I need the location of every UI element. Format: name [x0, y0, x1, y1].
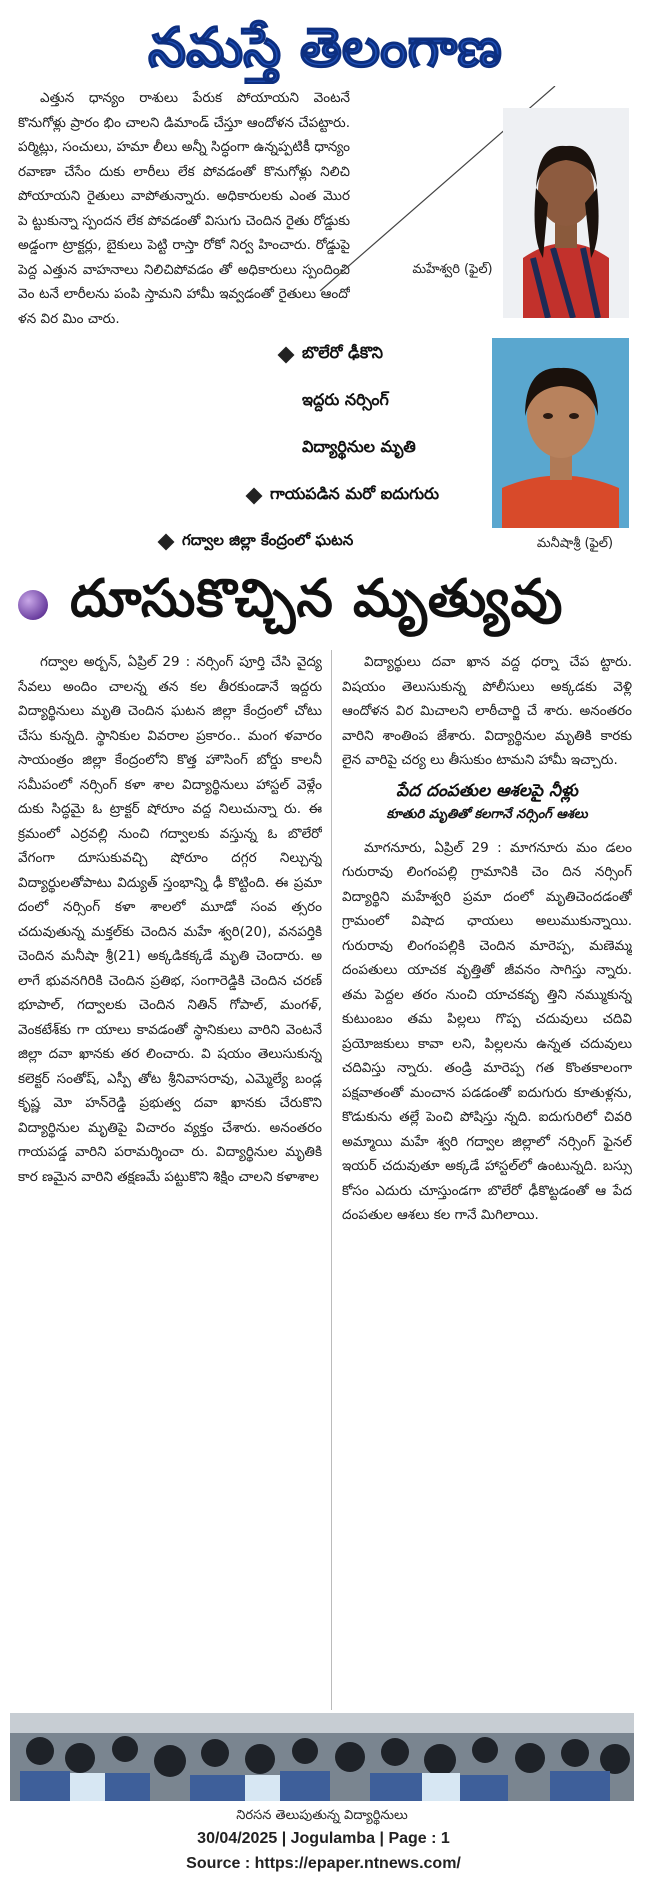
- photo-protest-caption: నిరసన తెలుపుతున్న విద్యార్థినులు: [236, 1808, 408, 1823]
- bullet-diamond-icon: [246, 487, 263, 504]
- purple-bullet-icon: [18, 590, 48, 620]
- subheadline: పేద దంపతుల ఆశలపై నీళ్లు: [396, 780, 578, 801]
- masthead-title: నమస్తే తెలంగాణ: [148, 16, 502, 79]
- photo-manishasri-caption: మనీషాశ్రీ (ఫైల్): [536, 536, 614, 551]
- bullet-item: బొలేరో ఢీకొని: [280, 343, 383, 366]
- photo-maheshwari-caption: మహేశ్వరి (ఫైల్): [412, 262, 493, 277]
- column-divider: [331, 650, 332, 1710]
- footer-source: Source : https://epaper.ntnews.com/: [186, 1855, 461, 1872]
- left-column: [18, 650, 322, 1710]
- footer-date-edition: 30/04/2025 | Jogulamba | Page : 1: [197, 1830, 450, 1847]
- main-headline: దూసుకొచ్చిన మృత్యువు: [18, 570, 633, 640]
- bullet-diamond-icon: [158, 534, 175, 551]
- bullet-item: గాయపడిన మరో ఐదుగురు: [248, 484, 439, 507]
- bullet-item: గద్వాల జిల్లా కేంద్రంలో ఘటన: [160, 531, 353, 553]
- bullet-item: ఇద్దరు నర్సింగ్: [302, 390, 389, 409]
- right-column-text: మాగనూరు, ఏప్రిల్ 29 : మాగనూరు మం డలం గురురావు లింగంపల్లి గ్రామానికి చెం దిన నర్సింగ్ విద్యార్థిని మహేశ్వరి ప్రమా దంలో మృతిచెందడంతో గ్రామంలో విషాద ఛాయలు అలుముకున్నాయి. గురురావు లింగంపల్లికి చెందిన మారెప్ప, మణెమ్మ దంపతులు యాచక వృత్తితో జీవనం సాగిస్తు న్నారు. తమ పెద్దల తరం నుంచి యాచకవృ త్తిని నమ్ముకున్న కుటుంబం తమ పిల్లలు గొప్ప చదువులు చదివి ప్రయోజకులు కావా లని, పిల్లలను ఉన్నత చదువులు చదివిస్తు న్నారు. తండ్రి మారెప్ప గత కొంతకాలంగా పక్షవాతంతో మంచాన పడడంతో ఐదుగురు కూతుళ్లను, కొడుకును తల్లే పెంచి పోషిస్తు న్నది. ఐదుగురిలో చివరి అమ్మాయి మహే శ్వరి గద్వాల జిల్లాలో నర్సింగ్ ఫైనల్ ఇయర్ చదువుతూ అక్కడే హాస్టల్‌లో ఉంటున్నది. బస్సు కోసం ఎదురు చూస్తుండగా బొలేరో ఢీకొట్టడంతో ఆ పేద దంపతుల ఆశలు కల గానే మిగిలాయి.: [342, 839, 632, 1223]
- right-column: [342, 650, 632, 1710]
- left-column-text: గద్వాల అర్బన్, ఏప్రిల్ 29 : నర్సింగ్ పూర్తి చేసి వైద్య సేవలు అందిం చాలన్న తన కల తీరకుండానే ఇద్దరు విద్యార్థినులు మృతి చెందిన ఘటన జిల్లా కేంద్రంలో చోటు చేసు కున్నది. స్థానికుల వివరాల ప్రకారం.. మంగ ళవారం సాయంత్రం జిల్లా కేంద్రంలోని కొత్త హౌసింగ్ బోర్డు కాలనీ సమీపంలో నర్సింగ్ కళా శాల విద్యార్థినులు హాస్టల్ వెళ్లేం దుకు సిద్ధమై ఓ ట్రాక్టర్ షోరూం వద్ద నిలుచున్నా రు. ఈ క్రమంలో ఎర్రవల్లి నుంచి గద్వాలకు వస్తున్న ఓ బొలేరో వేగంగా దూసుకువచ్చి షోరూం దగ్గర నిల్చున్న విద్యార్థులతోపాటు విద్యుత్ స్తంభాన్ని ఢీ కొట్టింది. ఈ ప్రమా దంలో నర్సింగ్ కళా శాలలో మూడో సంవ త్సరం చదువుతున్న మక్తల్‌కు చెందిన మహే శ్వరి(20), వనపర్తికి చెందిన మనీషా శ్రీ(21) అక్కడికక్కడే మృతి చెందారు. అ లాగే భువనగిరికి చెందిన ప్రతిభ, సంగారెడ్డికి చెందిన చరణ్ భూపాల్, గద్వాలకు చెందిన నితిన్ గోపాల్, మంగళ్, వెంకటేశ్‌కు గా యాలు కావడంతో స్థానికులు వారిని వెంటనే జిల్లా దవా ఖానకు తర లించారు. వి షయం తెలుసుకున్న కలెక్టర్ సంతోష్, ఎస్పీ తోట శ్రీనివాసరావు, ఎమ్మెల్యే బండ్ల కృష్ణ మో హన్‌రెడ్డి ప్రభుత్వ దవా ఖానకు చేరుకొని విద్యార్థినుల మృతిపై విచారం వ్యక్తం చేశారు. అనంతరం గాయపడ్డ వారిని పరామర్శించా రు. విద్యార్థినుల మృతికి కార ణమైన వారిని తక్షణమే పట్టుకొని శిక్షిం చాలని కళాశాల: [18, 654, 322, 1185]
- bullet-item: విద్యార్థినుల మృతి: [302, 437, 416, 456]
- photo-maheshwari: [503, 108, 629, 318]
- sub-subheadline: కూతురి మృతితో కలగానే నర్సింగ్ ఆశలు: [386, 807, 588, 822]
- newspaper-masthead: [125, 6, 525, 84]
- photo-protest: [10, 1713, 634, 1801]
- top-story-paragraph: ఎత్తున ధాన్యం రాశులు పేరుక పోయాయని వెంటనే కొనుగోళ్లు ప్రారం భిం చాలని డిమాండ్ చేస్తూ ఆందోళన చేపట్టారు. పర్మిట్లు, సంచులు, హమా లీలు అన్నీ సిద్ధంగా ఉన్నప్పటికీ ధాన్యం రవాణా చేసేం దుకు లారీలు లేక పోవడంతో కొనుగోళ్లు నిలిచి పోయాయని రైతులు వాపోతున్నారు. అధికారులకు ఎంత మొర పె ట్టుకున్నా స్పందన లేక పోవడంతో విసుగు చెందిన రైతు రోడ్డుకు అడ్డంగా ట్రాక్టర్లు, బైకులు పెట్టి రాస్తా రోకో నిర్వ హించారు. రోడ్డుపై పెద్ద ఎత్తున వాహనాలు నిలిచిపోవడం తో అధికారులు స్పందించి వెం టనే లారీలను పంపి స్తామని హామీ ఇవ్వడంతో రైతులు ఆందో ళన విర మిం చారు.: [18, 90, 350, 327]
- bullet-diamond-icon: [278, 346, 295, 363]
- right-column-text: విద్యార్థులు దవా ఖాన వద్ద ధర్నా చేప ట్టారు. విషయం తెలుసుకున్న పోలీసులు అక్కడకు వెళ్లి ఆందోళన విర మిచాలని లాఠీచార్జి చే శారు. అనంతరం వారిని శాంతింప జేశారు. విద్యార్థినుల మృతికి కారకు లైన వారిపై చర్య లు తీసుకుం టామని హామీ ఇచ్చారు.: [342, 654, 632, 768]
- photo-manishasri: [492, 338, 629, 528]
